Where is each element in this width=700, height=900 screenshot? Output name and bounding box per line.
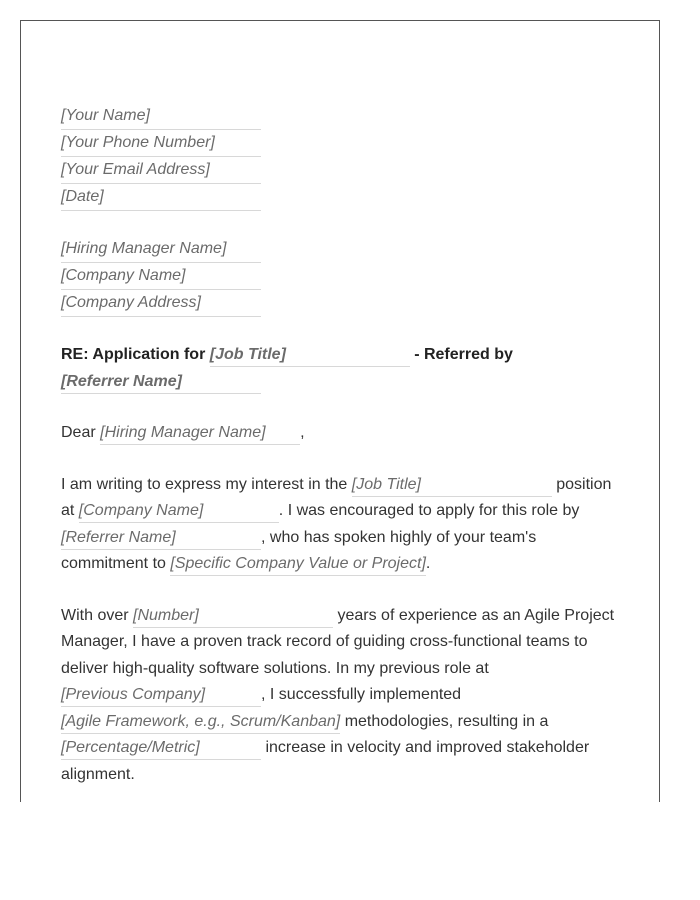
your-email-field[interactable]: [Your Email Address] (61, 157, 261, 184)
cover-letter (61, 103, 626, 788)
paragraph-experience (61, 603, 626, 789)
company-address-field[interactable]: [Company Address] (61, 290, 261, 317)
your-name-field[interactable]: [Your Name] (61, 103, 261, 130)
p1-company-field[interactable]: [Company Name] (79, 500, 279, 523)
date-field[interactable]: [Date] (61, 184, 261, 211)
p1-text-2: position at (61, 475, 612, 519)
your-phone-field[interactable]: [Your Phone Number] (61, 130, 261, 157)
company-name-field[interactable]: [Company Name] (61, 263, 261, 290)
subject-prefix: RE: Application for (61, 346, 206, 363)
document-page (20, 20, 660, 802)
p1-referrer-field[interactable]: [Referrer Name] (61, 527, 261, 550)
p2-text-3: , I successfully implemented (261, 686, 462, 703)
paragraph-interest (61, 472, 626, 578)
p2-text-1: With over (61, 606, 129, 624)
p2-previous-company-field[interactable]: [Previous Company] (61, 684, 261, 707)
subject-job-title-field[interactable]: [Job Title] (210, 344, 410, 367)
subject-referred-by: - Referred by (414, 346, 513, 363)
salutation-manager-field[interactable]: [Hiring Manager Name] (100, 422, 300, 445)
hiring-manager-field[interactable]: [Hiring Manager Name] (61, 236, 261, 263)
p2-agile-framework-field[interactable]: [Agile Framework, e.g., Scrum/Kanban] (61, 711, 340, 734)
salutation (61, 420, 626, 447)
p1-company-value-field[interactable]: [Specific Company Value or Project] (170, 553, 426, 576)
p1-text-1: I am writing to express my interest in the (61, 475, 348, 493)
p2-metric-field[interactable]: [Percentage/Metric] (61, 737, 261, 760)
p1-text-5: . (425, 555, 431, 572)
subject-line (61, 342, 626, 395)
salutation-greeting: Dear (61, 424, 96, 441)
p1-text-3: . I was encouraged to apply for this role by (278, 502, 580, 519)
p2-years-field[interactable]: [Number] (133, 605, 333, 628)
subject-referrer-field[interactable]: [Referrer Name] (61, 371, 261, 394)
p1-job-title-field[interactable]: [Job Title] (352, 474, 552, 497)
sender-block (61, 103, 626, 211)
p1-text-4: , who has spoken highly of your team's commitment to (61, 528, 537, 572)
p2-text-5: increase in velocity and improved stakeholder alignment. (61, 739, 590, 783)
p2-text-4: methodologies, resulting in a (344, 712, 549, 730)
salutation-comma: , (300, 424, 305, 441)
recipient-block (61, 236, 626, 317)
p2-text-2: years of experience as an Agile Project Manager, I have a proven track record of guiding cross-functional teams to deliver high-quality software solutions. In my previous role at (61, 606, 615, 677)
